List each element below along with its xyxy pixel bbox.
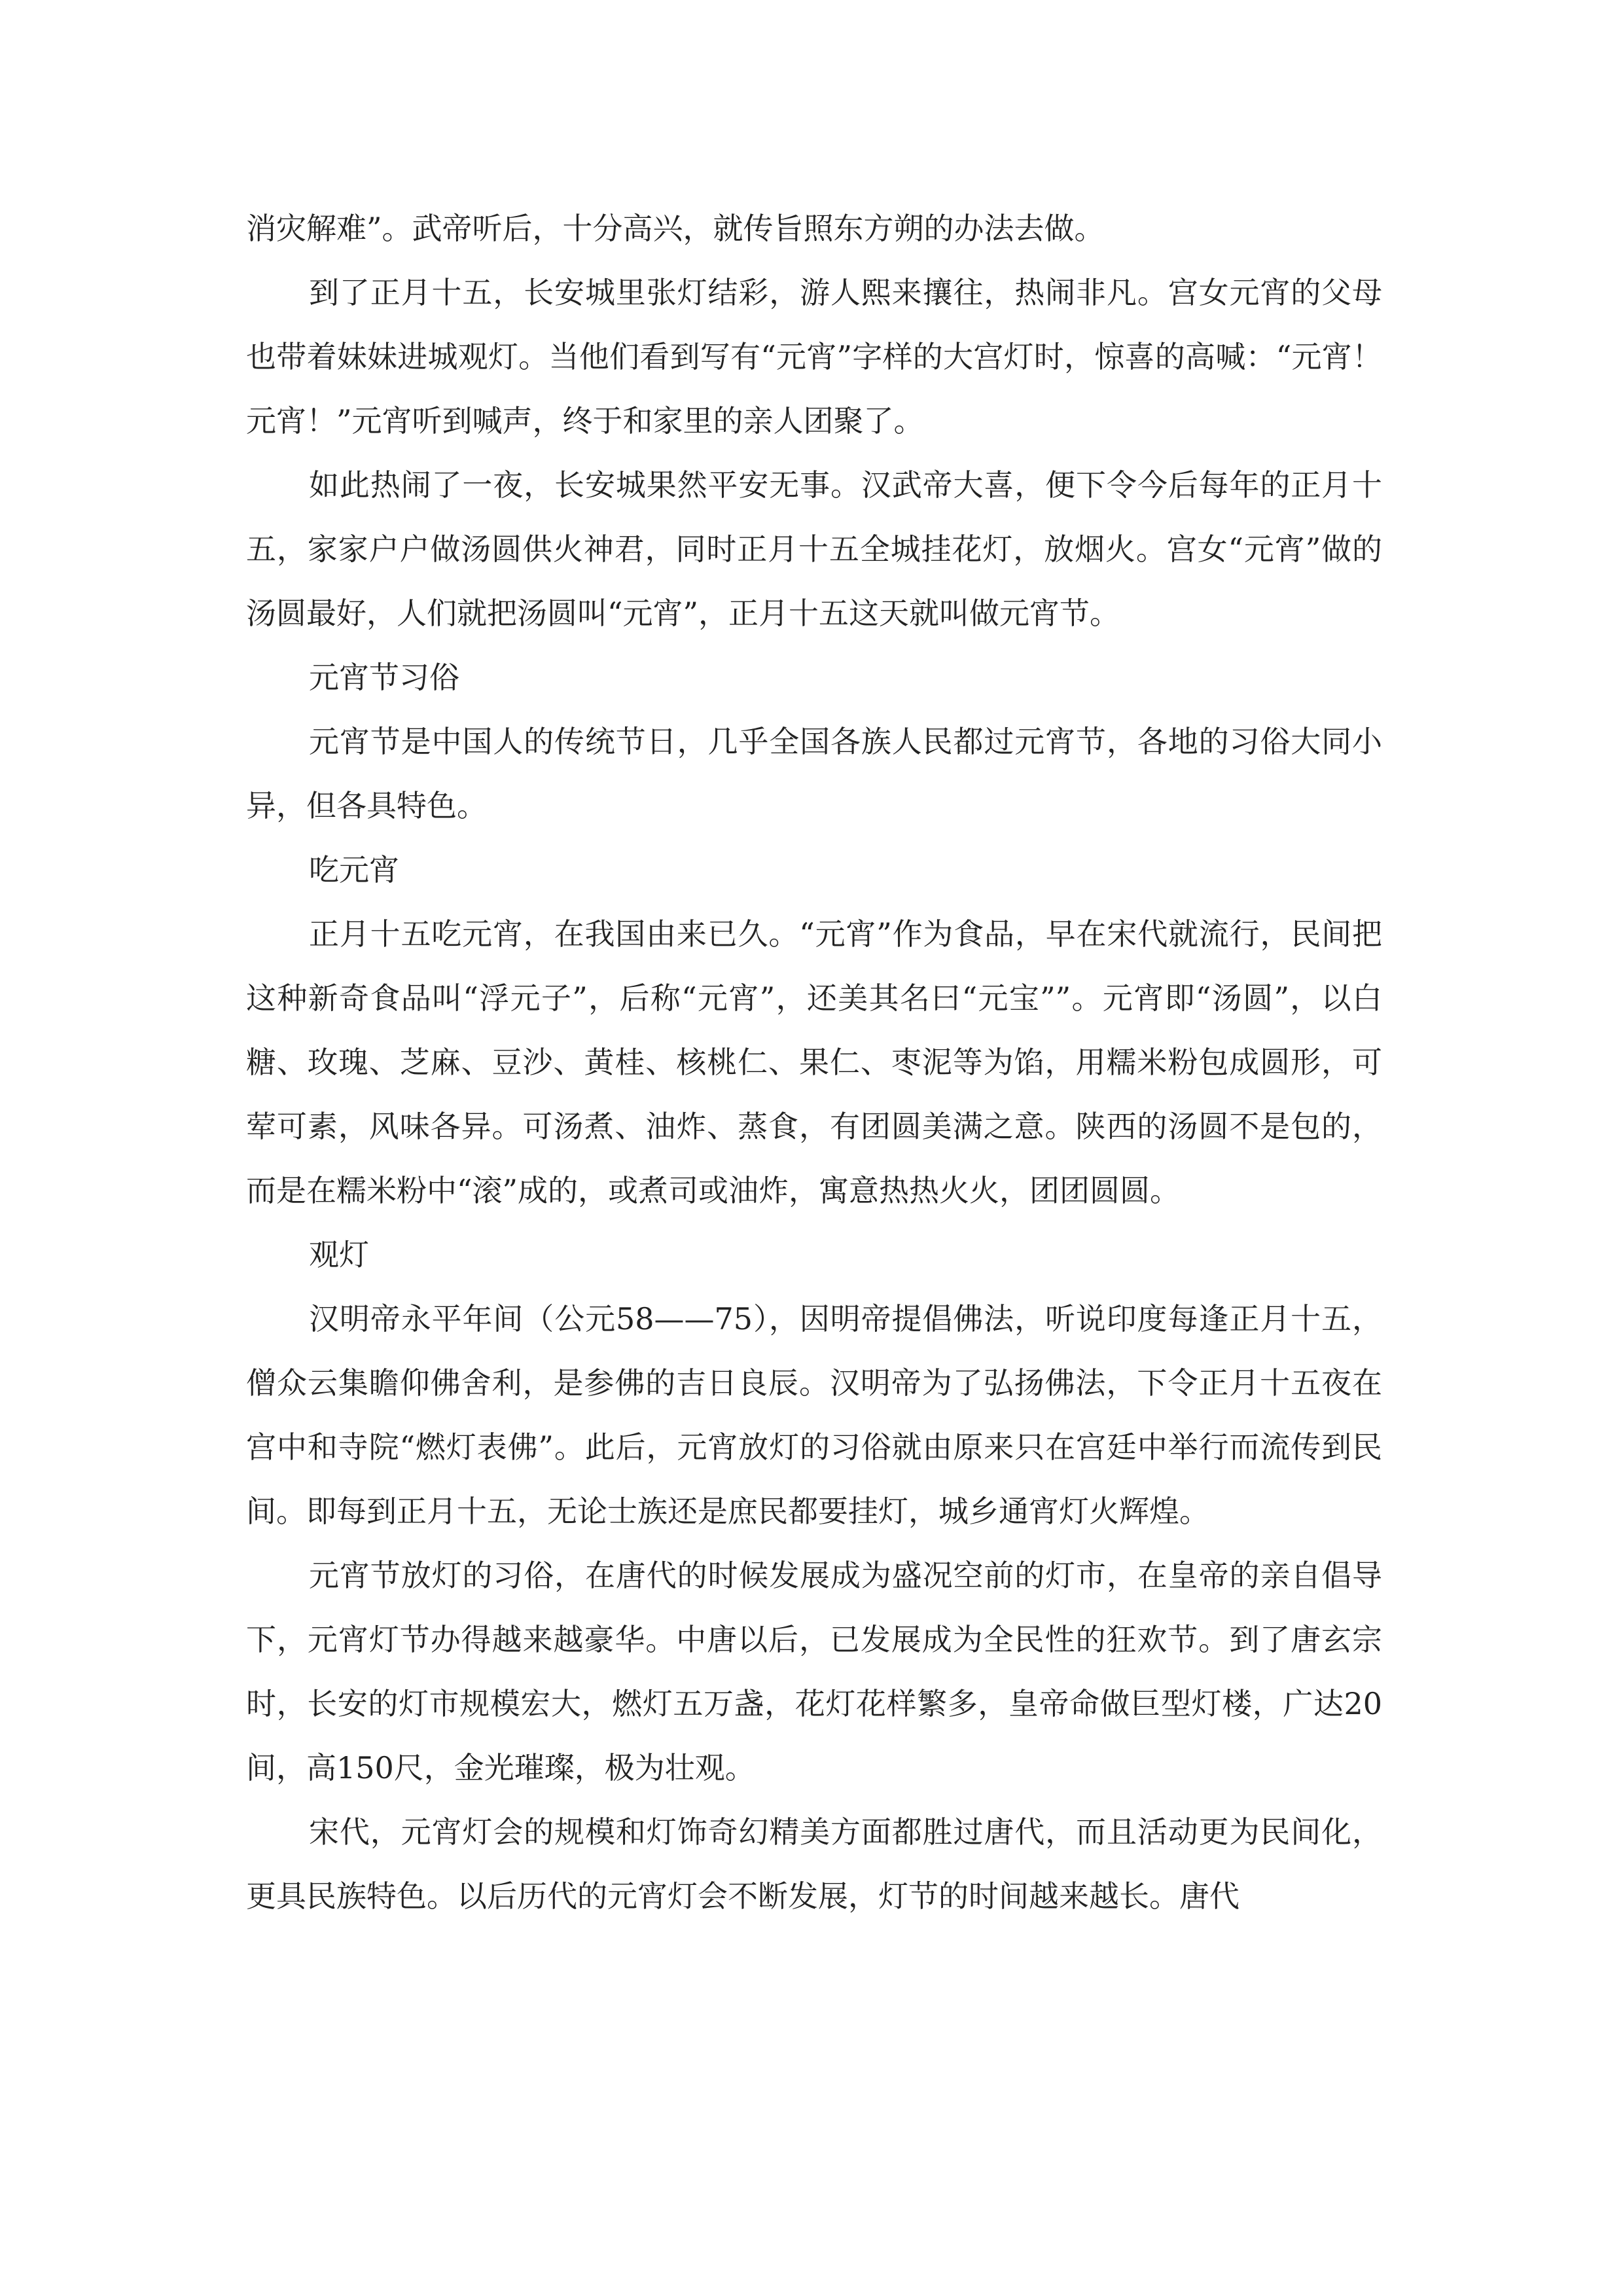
body-paragraph: 宋代，元宵灯会的规模和灯饰奇幻精美方面都胜过唐代，而且活动更为民间化，更具民族特色。以后历代的元宵灯会不断发展，灯节的时间越来越长。唐代 [246,1814,1382,1914]
body-paragraph: 元宵节是中国人的传统节日，几乎全国各族人民都过元宵节，各地的习俗大同小异，但各具特色。 [246,724,1382,823]
section-heading-eating-yuanxiao: 吃元宵 [309,852,399,888]
document-body [246,196,1382,1928]
section-heading-viewing-lanterns: 观灯 [309,1237,369,1272]
section-heading-lantern-festival-customs: 元宵节习俗 [309,660,459,695]
body-paragraph: 消灾解难”。武帝听后，十分高兴，就传旨照东方朔的办法去做。 [246,211,1105,246]
body-paragraph: 正月十五吃元宵，在我国由来已久。“元宵”作为食品，早在宋代就流行，民间把这种新奇食品叫“浮元子”，后称“元宵”，还美其名曰“元宝””。元宵即“汤圆”，以白糖、玫瑰、芝麻、豆沙、黄桂、核桃仁、果仁、枣泥等为馅，用糯米粉包成圆形，可荤可素，风味各异。可汤煮、油炸、蒸食，有团圆美满之意。陕西的汤圆不是包的，而是在糯米粉中“滚”成的，或煮司或油炸，寓意热热火火，团团圆圆。 [246,916,1382,1208]
body-paragraph: 如此热闹了一夜，长安城果然平安无事。汉武帝大喜，便下令今后每年的正月十五，家家户户做汤圆供火神君，同时正月十五全城挂花灯，放烟火。宫女“元宵”做的汤圆最好，人们就把汤圆叫“元宵”，正月十五这天就叫做元宵节。 [246,467,1382,631]
body-paragraph: 到了正月十五，长安城里张灯结彩，游人熙来攘往，热闹非凡。宫女元宵的父母也带着妹妹进城观灯。当他们看到写有“元宵”字样的大宫灯时，惊喜的高喊：“元宵！元宵！”元宵听到喊声，终于和家里的亲人团聚了。 [246,275,1382,439]
body-paragraph: 元宵节放灯的习俗，在唐代的时候发展成为盛况空前的灯市，在皇帝的亲自倡导下，元宵灯节办得越来越豪华。中唐以后，已发展成为全民性的狂欢节。到了唐玄宗时，长安的灯市规模宏大，燃灯五万盏，花灯花样繁多，皇帝命做巨型灯楼，广达20间，高150尺，金光璀璨，极为壮观。 [246,1558,1382,1785]
body-paragraph: 汉明帝永平年间（公元58——75），因明帝提倡佛法，听说印度每逢正月十五，僧众云集瞻仰佛舍利，是参佛的吉日良辰。汉明帝为了弘扬佛法，下令正月十五夜在宫中和寺院“燃灯表佛”。此后，元宵放灯的习俗就由原来只在宫廷中举行而流传到民间。即每到正月十五，无论士族还是庶民都要挂灯，城乡通宵灯火辉煌。 [246,1301,1382,1529]
